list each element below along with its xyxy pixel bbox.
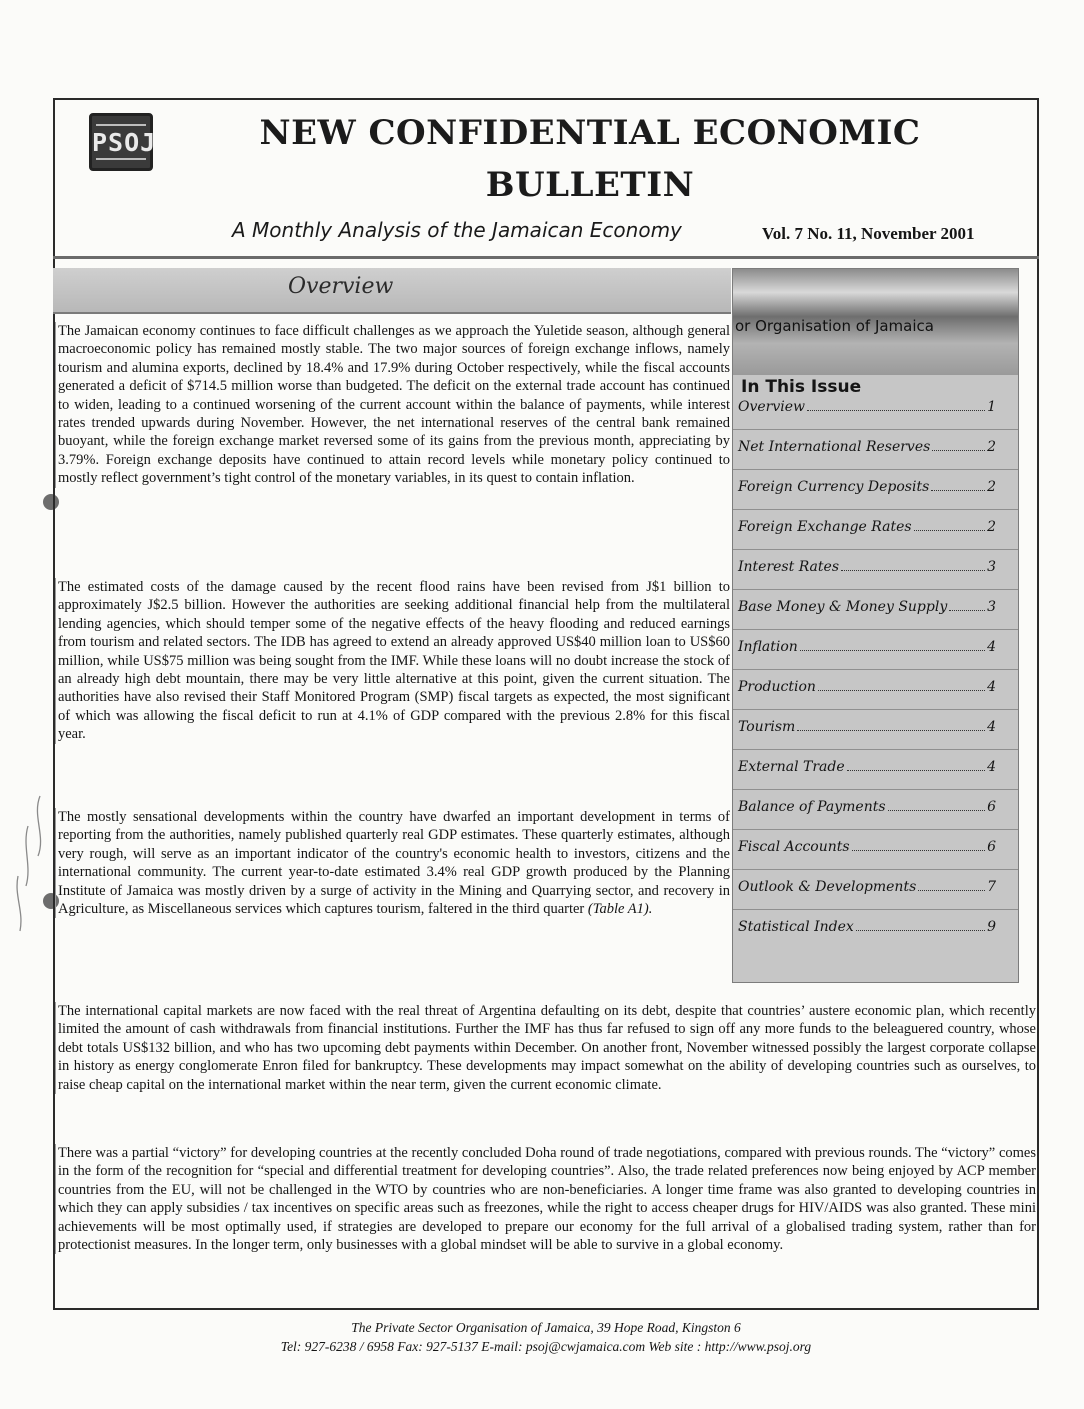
toc-separator [733,869,1018,870]
toc-separator [733,709,1018,710]
toc-item-page: 4 [987,639,996,655]
table-a1-reference: (Table A1). [587,901,653,918]
toc-item[interactable] [738,559,996,579]
toc-item-page: 4 [987,679,996,695]
overview-paragraph-3: The mostly sensational developments within the country have dwarfed an important development in terms of reporting from the authorities, namely published quarterly real GDP estimates. These quarterly estimates, although very rough, will serve as an important indicator of the country's economic health to investors, citizens and the international community. The current year-to-date estimated 3.4% real GDP growth produced by the Planning Institute of Jamaica was mostly driven by a surge of activity in the Mining and Quarrying sector, and recovery in Agriculture, as Miscellaneous services which captures tourism, faltered in the third quarter (Table A1). [55,808,730,918]
volume-issue-date: Vol. 7 No. 11, November 2001 [762,224,975,243]
bulletin-title-line2: BULLETIN [485,165,695,205]
toc-item-label: Base Money & Money Supply [738,599,948,615]
toc-leader-dots [800,650,985,651]
toc-item[interactable] [738,919,996,939]
toc-item-page: 4 [987,719,996,735]
toc-leader-dots [918,890,985,891]
toc-item[interactable] [738,639,996,659]
toc-separator [733,589,1018,590]
psoj-logo: PSOJ [89,113,153,171]
footer-address: The Private Sector Organisation of Jamaica, 39 Hope Road, Kingston 6 [351,1320,741,1335]
toc-item-page: 7 [987,879,996,895]
toc-separator [733,469,1018,470]
toc-item-label: Foreign Currency Deposits [738,479,930,495]
toc-item-label: Balance of Payments [738,799,886,815]
toc-leader-dots [949,610,985,611]
toc-leader-dots [931,490,985,491]
toc-separator [733,429,1018,430]
toc-item[interactable] [738,519,996,539]
overview-paragraph-2: The estimated costs of the damage caused by the recent flood rains have been revised from J$1 billion to approximately J$2.5 billion. However the authorities are seeking additional financial help from the multilateral lending agencies, which should temper some of the negative effects of the heavy flooding and reduced earnings from tourism and related sectors. The IDB has agreed to extend an already approved US$40 million loan to US$60 million, while US$75 million was being sought from the IMF. While these loans will no doubt increase the stock of an already high debt mountain, there may be very little alternative at this point, given the current situation. The authorities have also revised their Staff Monitored Program (SMP) fiscal targets as expected, the most significant of which was allowing the fiscal deficit to run at 4.1% of GDP compared with the previous 2.8% for this fiscal year. [55,578,730,744]
toc-leader-dots [841,570,985,571]
toc-item[interactable] [738,719,996,739]
banner-organisation-text: or Organisation of Jamaica [735,317,934,335]
overview-paragraph-5: There was a partial “victory” for developing countries at the recently concluded Doha round of trade negotiations, compared with previous rounds. The “victory” comes in the form of the recognition for “special and differential treatment for developing countries”. Also, the trade related preferences now being enjoyed by ACP member countries from the EU, will not be challenged in the WTO by countries who are non-beneficiaries. A longer time frame was also granted to developing countries in which they can apply subsidies / tax incentives on specific areas such as freezones, while the right to access cheaper drugs for HIV/AIDS was also granted. These mini achievements will be most optimally used, if strategies are developed to prepare our economy for the full arrival of a globalised trading system, rather than for protectionist measures. In the longer term, only businesses with a global mindset will be able to survive in a global economy. [55,1144,1036,1254]
toc-item-page: 1 [987,399,996,415]
toc-item-label: Tourism [738,719,796,735]
toc-leader-dots [914,530,985,531]
toc-separator [733,749,1018,750]
toc-leader-dots [847,770,985,771]
toc-item[interactable] [738,879,996,899]
toc-item-label: Statistical Index [738,919,854,935]
toc-item-label: Fiscal Accounts [738,839,850,855]
toc-separator [733,669,1018,670]
toc-leader-dots [818,690,985,691]
in-this-issue-heading: In This Issue [741,377,862,397]
toc-separator [733,629,1018,630]
toc-separator [733,789,1018,790]
toc-item-label: External Trade [738,759,845,775]
toc-item[interactable] [738,439,996,459]
toc-item[interactable] [738,839,996,859]
toc-item[interactable] [738,679,996,699]
toc-item-page: 4 [987,759,996,775]
toc-leader-dots [932,450,985,451]
toc-item-label: Overview [738,399,806,415]
toc-item-page: 2 [987,519,996,535]
toc-separator [733,509,1018,510]
toc-item[interactable] [738,799,996,819]
toc-item-label: Net International Reserves [738,439,931,455]
toc-separator [733,829,1018,830]
toc-item-page: 3 [987,559,996,575]
bulletin-subtitle: A Monthly Analysis of the Jamaican Economy [232,218,682,242]
toc-item[interactable] [738,759,996,779]
header-divider [53,256,1039,259]
toc-leader-dots [856,930,985,931]
handwritten-margin-note [12,786,52,936]
toc-leader-dots [852,850,986,851]
toc-item-page: 2 [987,479,996,495]
toc-item-label: Inflation [738,639,798,655]
overview-paragraph-4: The international capital markets are now faced with the real threat of Argentina defaulting on its debt, despite that countries’ austere economic plan, which recently limited the amount of cash withdrawals from financial institutions. Further the IMF has thus far refused to sign off any more funds to the beleaguered country, whose debt totals US$132 billion, and who has two upcoming debt payments within December. On another front, November witnessed possibly the largest corporate collapse in history as energy conglomerate Enron filed for bankruptcy. These developments may impact somewhat on the ability of developing countries such as ourselves, to raise cheap capital on the international market within the near term, given the current economic climate. [55,1002,1036,1094]
toc-separator [733,549,1018,550]
toc-separator [733,909,1018,910]
footer-contact: Tel: 927-6238 / 6958 Fax: 927-5137 E-mail: psoj@cwjamaica.com Web site : http://www.psoj.org [280,1339,812,1354]
toc-item-page: 2 [987,439,996,455]
toc-item-label: Production [738,679,816,695]
bulletin-title-line1: NEW CONFIDENTIAL ECONOMIC [259,113,921,153]
psoj-banner-image [733,269,1018,375]
toc-item-page: 3 [987,599,996,615]
toc-leader-dots [807,410,985,411]
toc-item-label: Interest Rates [738,559,840,575]
toc-leader-dots [888,810,986,811]
overview-heading: Overview [288,274,394,299]
toc-item-label: Foreign Exchange Rates [738,519,912,535]
toc-item-page: 6 [987,839,996,855]
toc-item[interactable] [738,399,996,419]
toc-item-label: Outlook & Developments [738,879,917,895]
in-this-issue-sidebar [732,268,1019,983]
toc-item-page: 6 [987,799,996,815]
toc-item[interactable] [738,599,996,619]
toc-leader-dots [797,730,985,731]
toc-item-page: 9 [987,919,996,935]
toc-item[interactable] [738,479,996,499]
overview-paragraph-1: The Jamaican economy continues to face difficult challenges as we approach the Yuletide season, although general macroeconomic policy has remained mostly stable. The two major sources of foreign exchange inflows, namely tourism and alumina exports, declined by 18.4% and 17.9% during October respectively, while the fiscal accounts generated a deficit of $714.5 million worse than budgeted. The deficit on the external trade account has continued to widen, leading to a continued worsening of the current account within the balance of payments, while interest rates trended upwards during November. However, the net international reserves of the central bank remained buoyant, while the foreign exchange market reversed some of its gains from the previous month, appreciating by 3.79%. Foreign exchange deposits have continued to attain record levels while monetary policy continued to mostly reflect government’s tight control of the monetary variables, in its quest to contain inflation. [55,322,730,488]
